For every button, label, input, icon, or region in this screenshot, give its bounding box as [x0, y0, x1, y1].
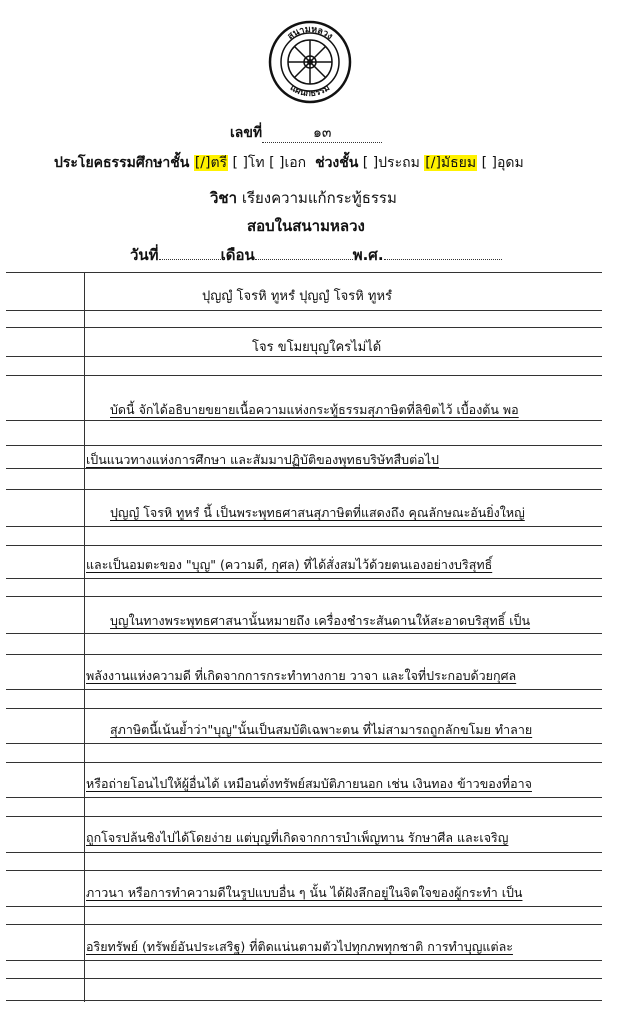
number-value: ๑๓: [262, 124, 382, 143]
date-label: วันที่: [130, 246, 159, 264]
margin-line: [84, 272, 85, 1002]
range-label: ช่วงชั้น: [315, 155, 359, 171]
essay-line-8: หรือถ่ายโอนไปให้ผู้อื่นได้ เหมือนดั่งทรัพย์สมบัติภายนอก เช่น เงินทอง ข้าวของที่อาจ: [86, 776, 532, 791]
paper-rule: [6, 310, 602, 311]
paper-rule: [6, 356, 602, 357]
paper-rule: [6, 375, 602, 376]
paper-rule: [6, 924, 602, 925]
essay-line-10: ภาวนา หรือการทำความดีในรูปแบบอื่น ๆ นั้น ได้ฝังลึกอยู่ในจิตใจของผู้กระทำ เป็น: [86, 885, 523, 900]
paper-rule: [6, 743, 602, 744]
paper-rule: [6, 272, 602, 273]
range-option-3: [ ]อุดม: [481, 155, 524, 171]
date-blank: [159, 259, 221, 260]
paper-rule: [6, 578, 602, 579]
paper-rule: [6, 870, 602, 871]
paper-rule: [6, 816, 602, 817]
paper-rule: [6, 545, 602, 546]
subject-value: เรียงความแก้กระทู้ธรรม: [241, 189, 397, 207]
class-label: ประโยคธรรมศึกษาชั้น: [54, 155, 190, 171]
paper-rule: [6, 654, 602, 655]
subject-line: [210, 189, 397, 207]
paper-rule: [6, 906, 602, 907]
essay-line-3: ปุญญํ โจรหิ ทูหรํ นี้ เป็นพระพุทธศาสนสุภาษิตที่แสดงถึง คุณลักษณะอันยิ่งใหญ่: [110, 505, 525, 520]
number-line: [230, 124, 382, 143]
paper-rule: [6, 708, 602, 709]
essay-line-9: ถูกโจรปล้นชิงไปได้โดยง่าย แต่บุญที่เกิดจากการบำเพ็ญทาน รักษาศีล และเจริญ: [86, 830, 509, 845]
date-line: [130, 246, 502, 264]
paper-rule: [6, 978, 602, 979]
essay-line-1: บัดนี้ จักได้อธิบายขยายเนื้อความแห่งกระทู้ธรรมสุภาษิตที่ลิขิตไว้ เบื้องต้น พอ: [110, 402, 519, 417]
paper-rule: [6, 960, 602, 961]
year-label: พ.ศ.: [352, 246, 384, 264]
paper-rule: [6, 762, 602, 763]
essay-line-7: สุภาษิตนี้เน้นย้ำว่า"บุญ"นั้นเป็นสมบัติเฉพาะตน ที่ไม่สามารถถูกลักขโมย ทำลาย: [110, 722, 533, 737]
essay-line-4: และเป็นอมตะของ "บุญ" (ความดี, กุศล) ที่ได้สั่งสมไว้ด้วยตนเองอย่างบริสุทธิ์: [86, 557, 493, 572]
paper-rule: [6, 1000, 602, 1001]
range-option-1: [ ]ประถม: [362, 155, 420, 171]
level-option-2: [ ]โท: [232, 155, 265, 171]
seal-logo: [268, 20, 352, 104]
paper-rule: [6, 468, 602, 469]
level-option-3: [ ]เอก: [269, 155, 307, 171]
exam-title: สอบในสนามหลวง: [247, 217, 365, 235]
month-label: เดือน: [220, 246, 255, 264]
year-blank: [384, 259, 502, 260]
paper-rule: [6, 445, 602, 446]
essay-line-6: พลังงานแห่งความดี ที่เกิดจากการกระทำทางกาย วาจา และใจที่ประกอบด้วยกุศล: [86, 668, 517, 683]
svg-text:แผนกธรรม: [288, 83, 332, 99]
paper-rule: [6, 852, 602, 853]
paper-rule: [6, 526, 602, 527]
paper-rule: [6, 797, 602, 798]
class-line: [54, 154, 524, 172]
essay-line-5: บุญในทางพระพุทธศาสนานั้นหมายถึง เครื่องชำระสันดานให้สะอาดบริสุทธิ์ เป็น: [110, 613, 531, 628]
month-blank: [255, 259, 353, 260]
essay-line-2: เป็นแนวทางแห่งการศึกษา และสัมมาปฏิบัติของพุทธบริษัทสืบต่อไป: [86, 452, 439, 467]
paper-rule: [6, 489, 602, 490]
essay-line-11: อริยทรัพย์ (ทรัพย์อันประเสริฐ) ที่ติดแน่นตามตัวไปทุกภพทุกชาติ การทำบุญแต่ละ: [86, 939, 513, 954]
paper-rule: [6, 327, 602, 328]
paper-rule: [6, 689, 602, 690]
paper-rule: [6, 420, 602, 421]
motto-thai: โจร ขโมยบุญใครไม่ได้: [252, 340, 382, 355]
paper-rule: [6, 633, 602, 634]
paper-rule: [6, 596, 602, 597]
subject-label: วิชา: [210, 189, 238, 207]
number-label: เลขที่: [230, 125, 263, 141]
range-checked: [/]มัธยม: [425, 155, 477, 171]
level-checked: [/]ตรี: [194, 155, 228, 171]
seal-top-text: สนามหลวง: [285, 24, 335, 42]
seal-bottom-text: แผนกธรรม: [287, 83, 333, 100]
motto-pali: ปุญญํ โจรหิ ทูหรํ ปุญญํ โจรหิ ทูหรํ: [202, 289, 393, 304]
